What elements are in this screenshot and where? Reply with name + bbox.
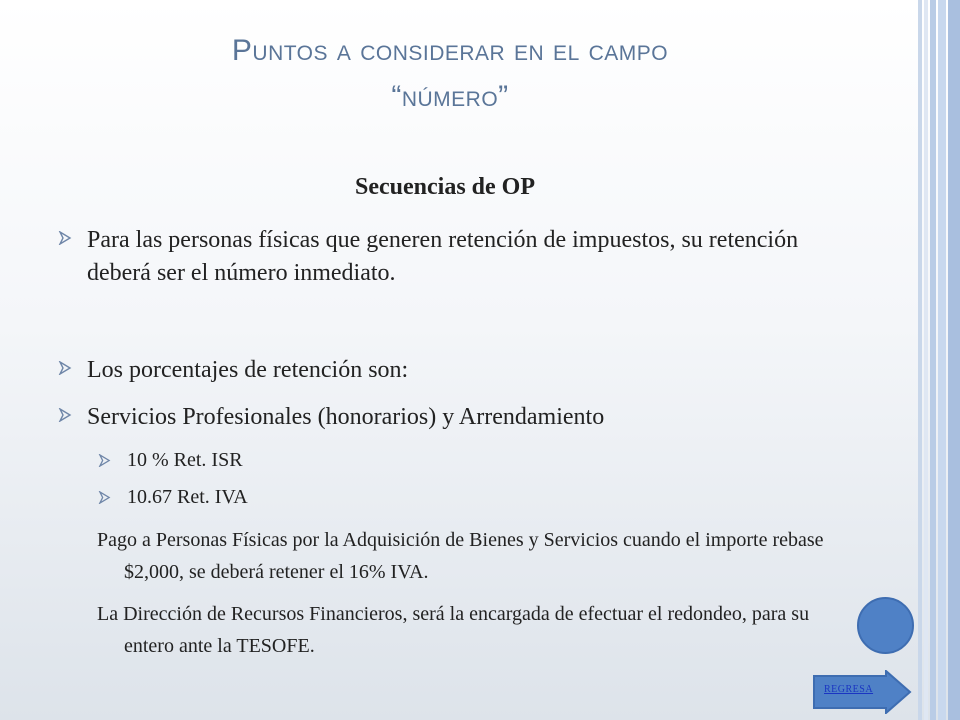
bullet-arrow-icon — [98, 491, 111, 504]
decorative-bar — [948, 0, 960, 720]
paragraph-text: La Dirección de Recursos Financieros, será la encargada de efectuar el redondeo, para su entero ante la TESOFE. — [97, 603, 810, 657]
paragraph — [97, 524, 832, 588]
bullet-arrow-icon — [98, 454, 111, 467]
sub-bullet-text: 10.67 Ret. IVA — [127, 486, 248, 508]
decorative-bar — [938, 0, 946, 720]
bullet-item — [58, 354, 838, 387]
paragraph-text: Pago a Personas Físicas por la Adquisición de Bienes y Servicios cuando el importe rebase $2,000, se deberá retener el 16% IVA. — [97, 529, 824, 583]
bullet-text: Servicios Profesionales (honorarios) y Arrendamiento — [87, 404, 605, 430]
bullet-item — [58, 401, 838, 434]
sub-bullet-item — [98, 486, 248, 509]
sub-bullet-item — [98, 449, 243, 472]
bullet-arrow-icon — [58, 231, 72, 245]
bullet-text: Los porcentajes de retención son: — [87, 357, 409, 383]
decorative-bar — [918, 0, 922, 720]
slide-title-line-2: “número” — [391, 80, 509, 113]
slide-title — [0, 28, 900, 120]
regresa-link[interactable]: REGRESA — [824, 684, 874, 695]
bullet-text: Para las personas físicas que generen retención de impuestos, su retención deberá ser el número inmediato. — [87, 227, 799, 286]
section-heading: Secuencias de OP — [355, 174, 535, 200]
bullet-item — [58, 224, 838, 290]
decorative-bar — [930, 0, 936, 720]
bullet-arrow-icon — [58, 408, 72, 422]
sub-bullet-text: 10 % Ret. ISR — [127, 449, 243, 471]
slide-title-line-1: Puntos a considerar en el campo — [231, 34, 669, 67]
decorative-circle — [857, 597, 914, 654]
bullet-arrow-icon — [58, 361, 72, 375]
paragraph — [97, 598, 832, 662]
regresa-button[interactable] — [812, 670, 912, 714]
decorative-bar — [924, 0, 928, 720]
